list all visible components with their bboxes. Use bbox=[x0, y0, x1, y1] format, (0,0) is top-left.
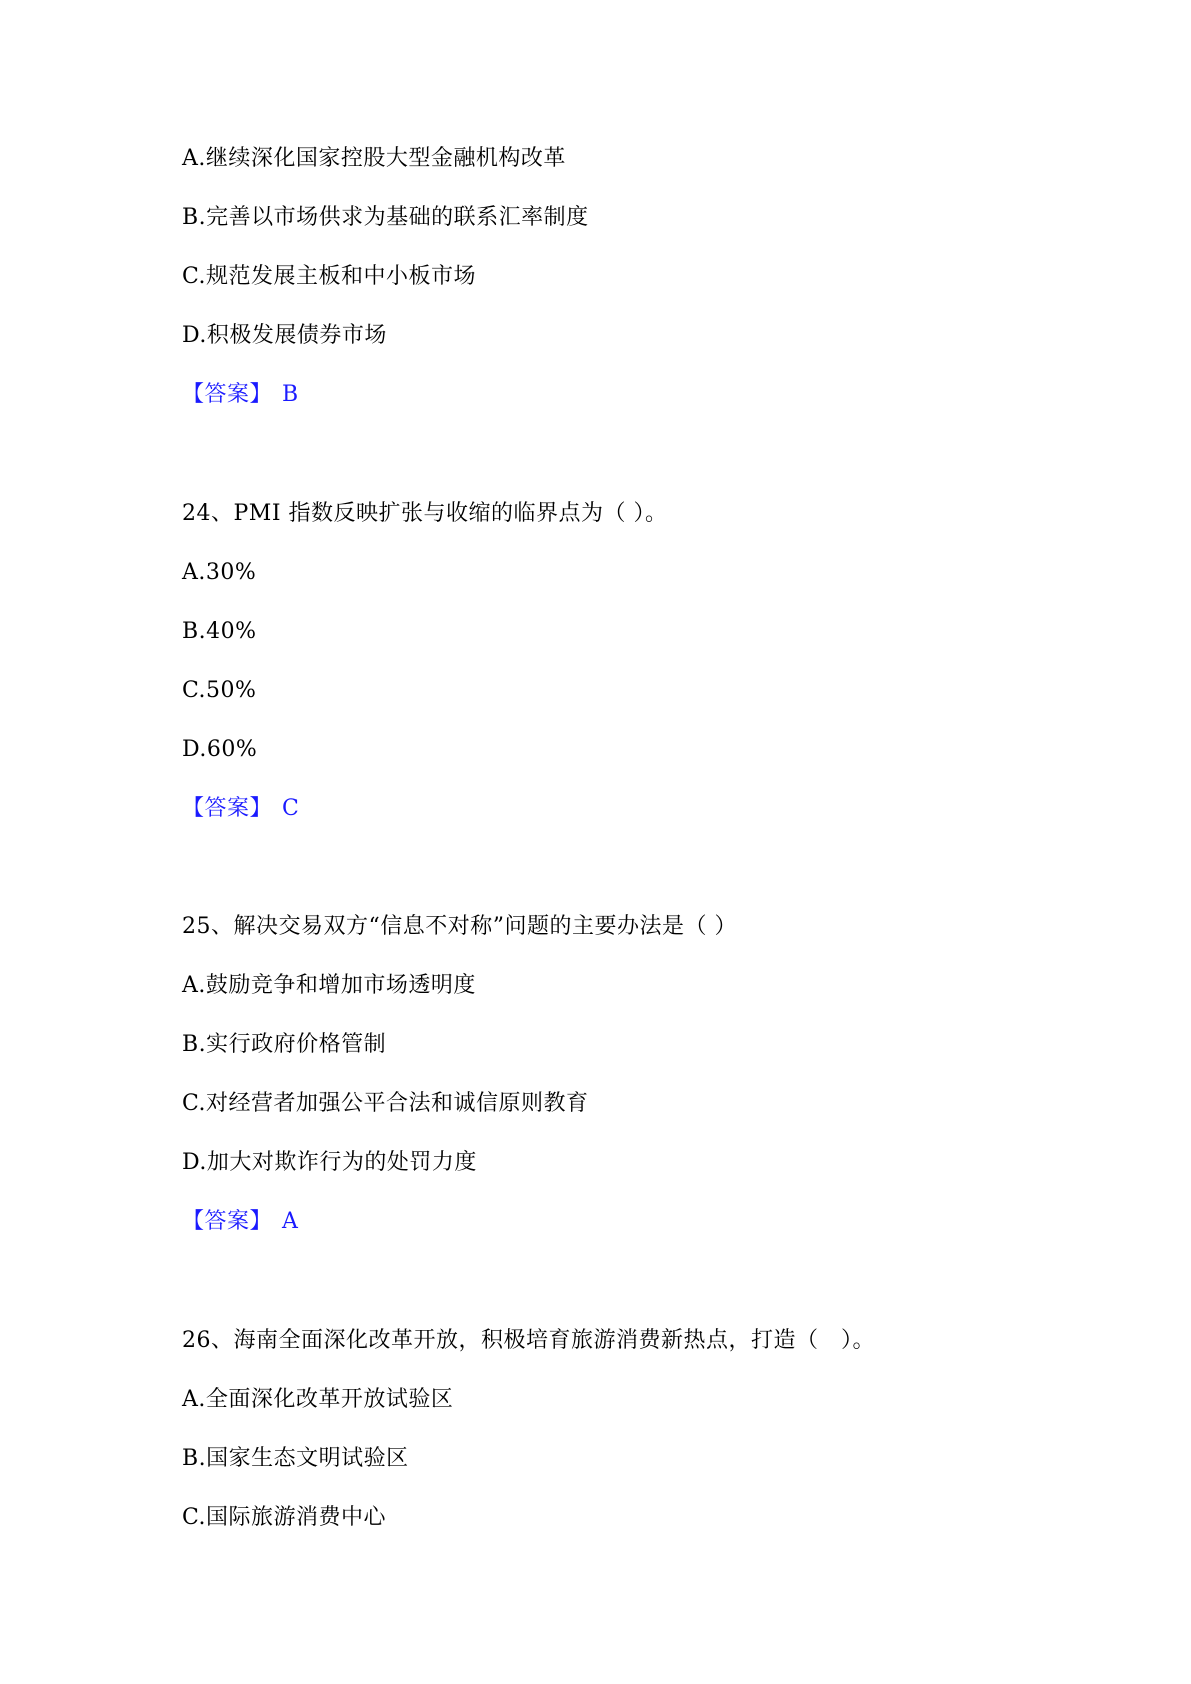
answer-label: 【答案】 bbox=[182, 382, 273, 407]
q23-option-b: B.完善以市场供求为基础的联系汇率制度 bbox=[182, 205, 589, 230]
answer-value: C bbox=[282, 796, 300, 821]
answer-label: 【答案】 bbox=[182, 1209, 273, 1234]
q26-option-a: A.全面深化改革开放试验区 bbox=[182, 1387, 454, 1412]
q24-option-c: C.50% bbox=[182, 678, 257, 703]
q24-option-d: D.60% bbox=[182, 737, 258, 762]
q23-option-d: D.积极发展债券市场 bbox=[182, 323, 387, 348]
q24-answer bbox=[182, 795, 299, 823]
q25-option-a: A.鼓励竞争和增加市场透明度 bbox=[182, 973, 476, 998]
q25-option-d: D.加大对欺诈行为的处罚力度 bbox=[182, 1150, 477, 1175]
answer-label: 【答案】 bbox=[182, 796, 273, 821]
q25-answer bbox=[182, 1208, 298, 1236]
answer-value: A bbox=[282, 1209, 299, 1234]
q24-option-a: A.30% bbox=[182, 560, 257, 585]
q25-option-b: B.实行政府价格管制 bbox=[182, 1032, 387, 1057]
q24-question: 24、PMI 指数反映扩张与收缩的临界点为（ ）。 bbox=[182, 501, 668, 526]
q26-question: 26、海南全面深化改革开放，积极培育旅游消费新热点，打造（ ）。 bbox=[182, 1328, 875, 1353]
q26-option-c: C.国际旅游消费中心 bbox=[182, 1505, 387, 1530]
answer-value: B bbox=[282, 382, 299, 407]
q23-option-a: A.继续深化国家控股大型金融机构改革 bbox=[182, 146, 566, 171]
q26-option-b: B.国家生态文明试验区 bbox=[182, 1446, 409, 1471]
q24-option-b: B.40% bbox=[182, 619, 257, 644]
q25-question: 25、解决交易双方“信息不对称”问题的主要办法是（ ） bbox=[182, 914, 737, 939]
q25-option-c: C.对经营者加强公平合法和诚信原则教育 bbox=[182, 1091, 589, 1116]
q23-answer bbox=[182, 381, 299, 409]
q23-option-c: C.规范发展主板和中小板市场 bbox=[182, 264, 477, 289]
